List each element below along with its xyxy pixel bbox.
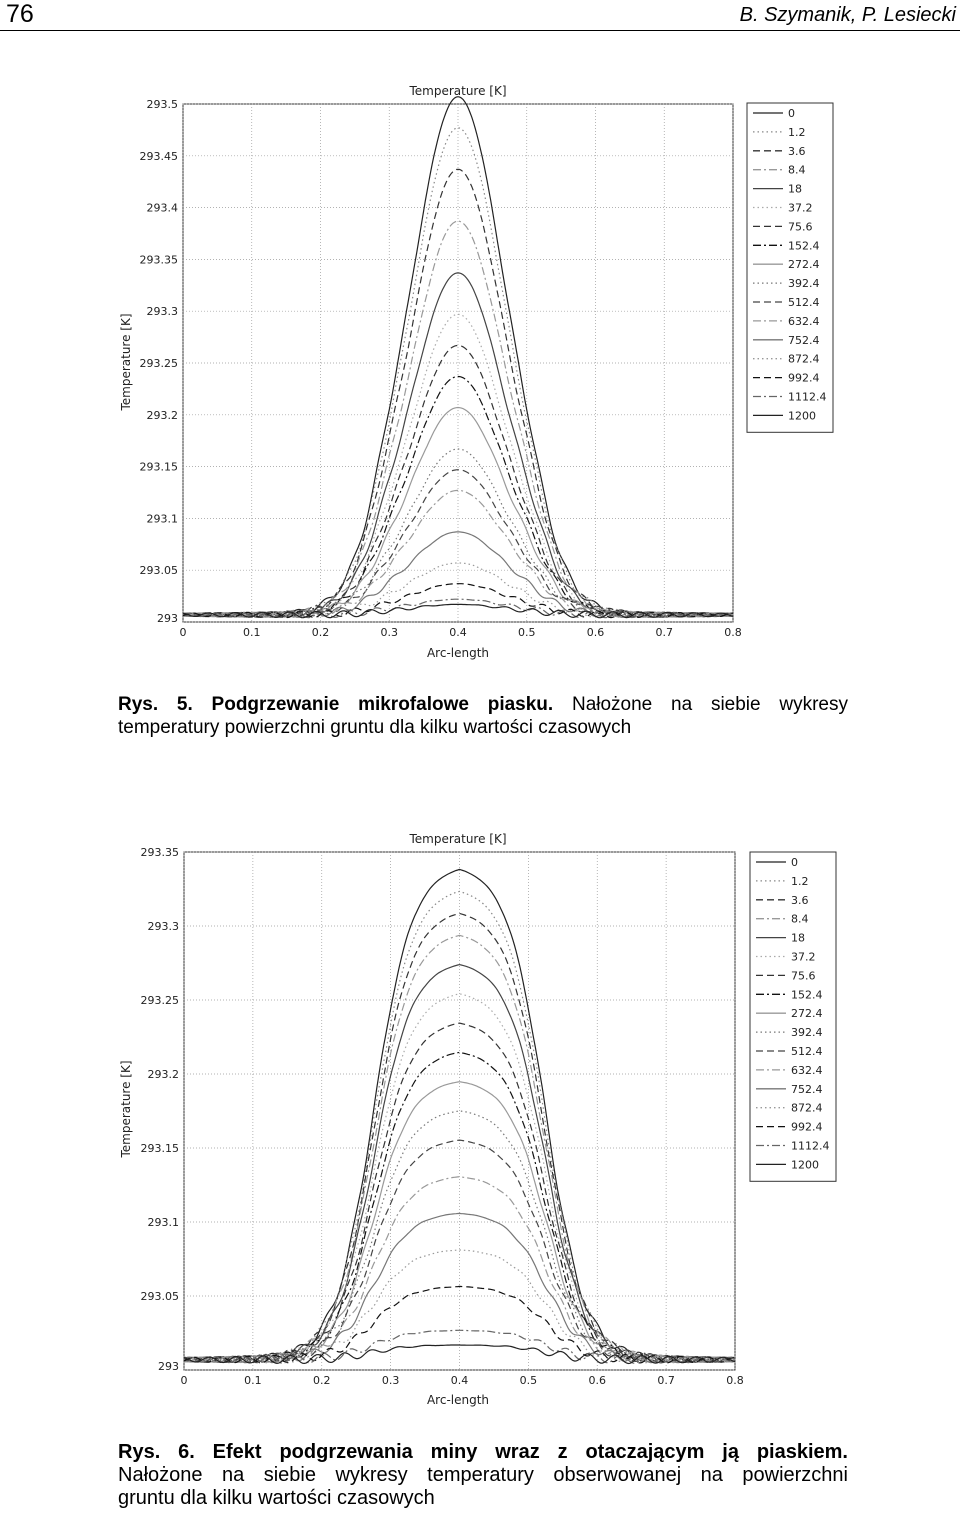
chart-legend: [750, 852, 836, 1181]
x-tick-label: 0.6: [588, 1374, 606, 1387]
x-tick-label: 0.3: [381, 1374, 400, 1387]
y-axis-label: Temperature [K]: [119, 1060, 133, 1158]
legend-label: 872.4: [791, 1101, 823, 1115]
legend-label: 872.4: [788, 352, 820, 366]
legend-label: 37.2: [788, 201, 813, 215]
y-tick-label: 293.35: [140, 846, 179, 859]
caption-text: Nałożone na siebie wykresy: [553, 694, 848, 715]
legend-label: 152.4: [788, 239, 820, 253]
x-axis-label: Arc-length: [426, 646, 490, 660]
y-tick-label: 293.45: [139, 149, 178, 163]
y-tick-label: 293.5: [146, 98, 178, 111]
y-tick-label: 293.4: [146, 201, 178, 215]
x-tick-label: 0.3: [380, 626, 398, 639]
legend-label: 632.4: [788, 314, 820, 328]
legend-label: 37.2: [791, 950, 816, 964]
legend-label: 512.4: [791, 1045, 823, 1058]
legend-label: 8.4: [788, 163, 806, 177]
y-tick-label: 293.05: [140, 1290, 179, 1303]
legend-label: 992.4: [791, 1120, 823, 1134]
y-tick-label: 293.25: [139, 357, 178, 370]
figure-6-svg: [100, 826, 850, 1426]
caption-line: temperatury powierzchni gruntu dla kilku wartości czasowych: [118, 717, 632, 738]
x-axis-label: Arc-length: [426, 1393, 490, 1407]
x-tick-label: 0.6: [586, 626, 605, 639]
chart-title: Temperature [K]: [409, 84, 507, 98]
figure-5-caption: [118, 693, 848, 739]
legend-label: 3.6: [791, 893, 809, 907]
legend-label: 632.4: [791, 1063, 823, 1077]
x-tick-label: 0.4: [449, 626, 467, 639]
y-tick-label: 293.35: [139, 253, 178, 267]
x-tick-label: 0.8: [726, 1374, 744, 1387]
x-tick-label: 0.1: [243, 626, 261, 639]
chart-grid: [183, 104, 733, 622]
caption-line: [118, 693, 848, 716]
y-tick-label: 293.1: [146, 512, 178, 526]
figure-6-caption: [118, 1441, 848, 1510]
y-tick-label: 293.25: [140, 994, 179, 1007]
chart-legend: [747, 103, 833, 432]
x-tick-label: 0: [180, 1374, 188, 1387]
chart-title: Temperature [K]: [409, 832, 507, 846]
running-head-authors: B. Szymanik, P. Lesiecki: [739, 4, 956, 26]
caption-line: Nałożone na siebie wykresy temperatury obserwowanej na powierzchni: [118, 1464, 848, 1486]
x-tick-label: 0.7: [657, 1374, 675, 1387]
x-tick-label: 0.7: [655, 626, 673, 639]
y-tick-label: 293.2: [146, 408, 178, 422]
legend-label: 1200: [788, 409, 816, 423]
legend-label: 752.4: [788, 333, 820, 347]
page-number: 76: [6, 0, 34, 28]
legend-label: 1.2: [788, 125, 806, 139]
caption-line: gruntu dla kilku wartości czasowych: [118, 1487, 435, 1509]
x-tick-label: 0.2: [313, 1374, 331, 1387]
figure-5-chart: [100, 76, 850, 676]
legend-label: 3.6: [788, 144, 806, 158]
legend-label: 392.4: [788, 277, 820, 291]
x-tick-label: 0.4: [450, 1374, 469, 1387]
legend-label: 392.4: [791, 1026, 823, 1040]
x-tick-label: 0.5: [518, 626, 536, 639]
legend-label: 1112.4: [791, 1139, 830, 1153]
legend-label: 512.4: [788, 296, 820, 309]
y-axis-label: Temperature [K]: [119, 313, 133, 411]
x-tick-label: 0: [179, 626, 187, 639]
y-tick-label: 293.15: [139, 460, 178, 474]
legend-label: 272.4: [791, 1007, 823, 1021]
x-tick-label: 0.2: [311, 626, 330, 639]
legend-label: 18: [791, 931, 805, 945]
y-tick-label: 293: [157, 612, 178, 625]
figure-6-chart: [100, 826, 850, 1426]
page-header: [0, 0, 960, 31]
legend-label: 1.2: [791, 874, 809, 888]
figure-5-svg: [100, 76, 850, 676]
y-tick-label: 293.3: [146, 305, 178, 319]
y-tick-label: 293.15: [140, 1142, 179, 1155]
legend-label: 0: [788, 107, 795, 120]
legend-label: 752.4: [791, 1082, 823, 1096]
legend-label: 152.4: [791, 988, 823, 1002]
legend-label: 992.4: [788, 371, 820, 385]
x-tick-label: 0.1: [244, 1374, 262, 1387]
chart-grid: [184, 852, 735, 1370]
y-tick-label: 293.1: [147, 1216, 179, 1229]
legend-label: 75.6: [791, 969, 816, 983]
legend-label: 0: [791, 856, 798, 869]
x-tick-label: 0.8: [724, 626, 742, 639]
legend-label: 1112.4: [788, 390, 827, 404]
legend-label: 18: [788, 182, 802, 196]
legend-label: 1200: [791, 1158, 819, 1172]
y-tick-label: 293.05: [139, 564, 178, 578]
y-tick-label: 293.2: [147, 1068, 179, 1081]
caption-label: Rys. 5. Podgrzewanie mikrofalowe piasku.: [118, 694, 554, 715]
x-tick-label: 0.5: [519, 1374, 538, 1387]
y-tick-label: 293.3: [147, 920, 179, 933]
legend-label: 75.6: [788, 220, 813, 234]
y-tick-label: 293: [158, 1360, 179, 1373]
legend-label: 272.4: [788, 258, 820, 272]
legend-label: 8.4: [791, 912, 809, 926]
caption-label: Rys. 6. Efekt podgrzewania miny wraz z otaczającym ją piaskiem.: [118, 1441, 848, 1463]
